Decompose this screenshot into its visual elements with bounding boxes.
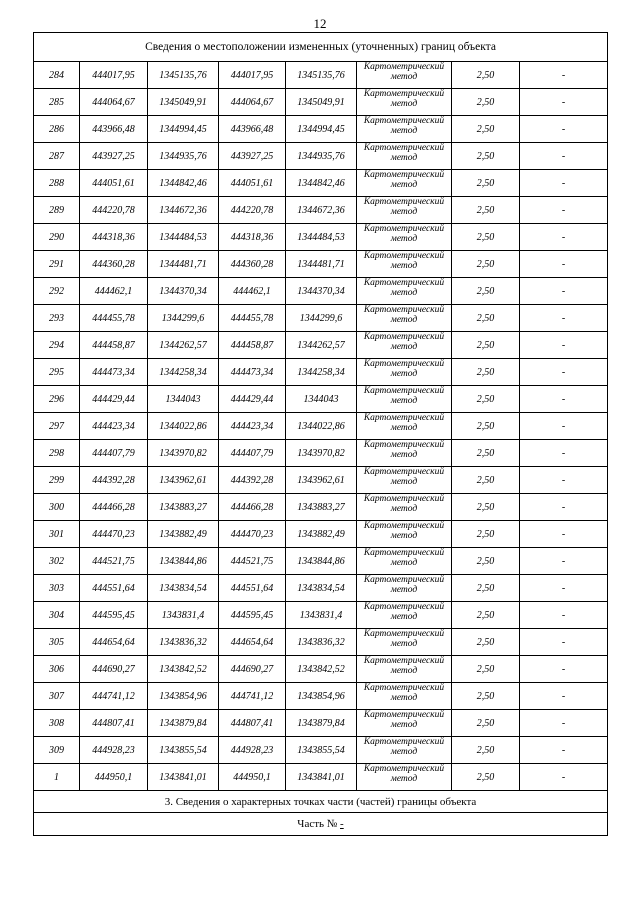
point-number-cell: 305 xyxy=(34,629,80,656)
y-new-cell: 1344672,36 xyxy=(286,197,357,224)
x-new-cell: 444595,45 xyxy=(219,602,286,629)
note-cell: - xyxy=(520,656,608,683)
x-new-cell: 444654,64 xyxy=(219,629,286,656)
table-row xyxy=(34,359,608,386)
part-value: - xyxy=(340,818,344,830)
method-cell: Картометрический метод xyxy=(357,386,452,413)
x-existing-cell: 444950,1 xyxy=(80,764,148,791)
part-cell xyxy=(34,813,608,836)
note-cell: - xyxy=(520,359,608,386)
table-row xyxy=(34,413,608,440)
accuracy-cell: 2,50 xyxy=(452,143,520,170)
y-existing-cell: 1344994,45 xyxy=(148,116,219,143)
accuracy-cell: 2,50 xyxy=(452,305,520,332)
method-cell: Картометрический метод xyxy=(357,62,452,89)
accuracy-cell: 2,50 xyxy=(452,710,520,737)
table-row xyxy=(34,305,608,332)
x-existing-cell: 444429,44 xyxy=(80,386,148,413)
table-row xyxy=(34,521,608,548)
note-cell: - xyxy=(520,278,608,305)
accuracy-cell: 2,50 xyxy=(452,629,520,656)
note-cell: - xyxy=(520,170,608,197)
table-row xyxy=(34,197,608,224)
point-number-cell: 292 xyxy=(34,278,80,305)
y-existing-cell: 1343842,52 xyxy=(148,656,219,683)
point-number-cell: 307 xyxy=(34,683,80,710)
page-number: 12 xyxy=(313,16,327,31)
table-row xyxy=(34,575,608,602)
point-number-cell: 290 xyxy=(34,224,80,251)
method-cell: Картометрический метод xyxy=(357,170,452,197)
accuracy-cell: 2,50 xyxy=(452,413,520,440)
note-cell: - xyxy=(520,575,608,602)
x-existing-cell: 444551,64 xyxy=(80,575,148,602)
x-existing-cell: 444064,67 xyxy=(80,89,148,116)
y-existing-cell: 1344370,34 xyxy=(148,278,219,305)
point-number-cell: 293 xyxy=(34,305,80,332)
x-new-cell: 444429,44 xyxy=(219,386,286,413)
method-cell: Картометрический метод xyxy=(357,683,452,710)
x-new-cell: 444473,34 xyxy=(219,359,286,386)
note-cell: - xyxy=(520,251,608,278)
y-existing-cell: 1344484,53 xyxy=(148,224,219,251)
accuracy-cell: 2,50 xyxy=(452,602,520,629)
point-number-cell: 287 xyxy=(34,143,80,170)
table-row xyxy=(34,494,608,521)
table-row xyxy=(34,764,608,791)
accuracy-cell: 2,50 xyxy=(452,170,520,197)
x-existing-cell: 444458,87 xyxy=(80,332,148,359)
method-cell: Картометрический метод xyxy=(357,224,452,251)
x-existing-cell: 444595,45 xyxy=(80,602,148,629)
method-cell: Картометрический метод xyxy=(357,89,452,116)
x-new-cell: 443966,48 xyxy=(219,116,286,143)
point-number-cell: 298 xyxy=(34,440,80,467)
method-cell: Картометрический метод xyxy=(357,548,452,575)
point-number-cell: 304 xyxy=(34,602,80,629)
method-cell: Картометрический метод xyxy=(357,413,452,440)
y-new-cell: 1343882,49 xyxy=(286,521,357,548)
table-row xyxy=(34,683,608,710)
y-new-cell: 1344935,76 xyxy=(286,143,357,170)
point-number-cell: 285 xyxy=(34,89,80,116)
point-number-cell: 295 xyxy=(34,359,80,386)
x-new-cell: 444807,41 xyxy=(219,710,286,737)
part-row xyxy=(34,813,608,836)
y-existing-cell: 1345135,76 xyxy=(148,62,219,89)
x-new-cell: 444690,27 xyxy=(219,656,286,683)
x-new-cell: 444455,78 xyxy=(219,305,286,332)
y-new-cell: 1343970,82 xyxy=(286,440,357,467)
y-new-cell: 1343855,54 xyxy=(286,737,357,764)
y-existing-cell: 1344935,76 xyxy=(148,143,219,170)
point-number-cell: 296 xyxy=(34,386,80,413)
y-new-cell: 1344299,6 xyxy=(286,305,357,332)
method-cell: Картометрический метод xyxy=(357,467,452,494)
y-new-cell: 1343962,61 xyxy=(286,467,357,494)
table-row xyxy=(34,386,608,413)
note-cell: - xyxy=(520,764,608,791)
y-new-cell: 1343854,96 xyxy=(286,683,357,710)
accuracy-cell: 2,50 xyxy=(452,521,520,548)
x-new-cell: 444458,87 xyxy=(219,332,286,359)
method-cell: Картометрический метод xyxy=(357,764,452,791)
y-new-cell: 1343834,54 xyxy=(286,575,357,602)
note-cell: - xyxy=(520,548,608,575)
x-new-cell: 444466,28 xyxy=(219,494,286,521)
y-new-cell: 1344258,34 xyxy=(286,359,357,386)
y-new-cell: 1343844,86 xyxy=(286,548,357,575)
x-new-cell: 444318,36 xyxy=(219,224,286,251)
y-new-cell: 1344994,45 xyxy=(286,116,357,143)
y-new-cell: 1344043 xyxy=(286,386,357,413)
x-existing-cell: 444470,23 xyxy=(80,521,148,548)
accuracy-cell: 2,50 xyxy=(452,62,520,89)
table-row xyxy=(34,440,608,467)
table-row xyxy=(34,89,608,116)
method-cell: Картометрический метод xyxy=(357,440,452,467)
point-number-cell: 306 xyxy=(34,656,80,683)
method-cell: Картометрический метод xyxy=(357,278,452,305)
table-header: Сведения о местоположении измененных (уточненных) границ объекта xyxy=(34,33,608,62)
y-new-cell: 1344022,86 xyxy=(286,413,357,440)
note-cell: - xyxy=(520,62,608,89)
note-cell: - xyxy=(520,440,608,467)
section3-row xyxy=(34,791,608,813)
y-new-cell: 1345135,76 xyxy=(286,62,357,89)
accuracy-cell: 2,50 xyxy=(452,332,520,359)
y-new-cell: 1344262,57 xyxy=(286,332,357,359)
x-new-cell: 444423,34 xyxy=(219,413,286,440)
point-number-cell: 294 xyxy=(34,332,80,359)
note-cell: - xyxy=(520,89,608,116)
table-row xyxy=(34,143,608,170)
method-cell: Картометрический метод xyxy=(357,656,452,683)
accuracy-cell: 2,50 xyxy=(452,683,520,710)
x-existing-cell: 444017,95 xyxy=(80,62,148,89)
x-new-cell: 444470,23 xyxy=(219,521,286,548)
method-cell: Картометрический метод xyxy=(357,197,452,224)
x-existing-cell: 444654,64 xyxy=(80,629,148,656)
table-row xyxy=(34,629,608,656)
table-row xyxy=(34,278,608,305)
y-existing-cell: 1343844,86 xyxy=(148,548,219,575)
y-new-cell: 1343836,32 xyxy=(286,629,357,656)
note-cell: - xyxy=(520,413,608,440)
x-existing-cell: 444928,23 xyxy=(80,737,148,764)
accuracy-cell: 2,50 xyxy=(452,656,520,683)
y-new-cell: 1344481,71 xyxy=(286,251,357,278)
x-existing-cell: 444473,34 xyxy=(80,359,148,386)
boundary-table xyxy=(33,32,608,836)
x-new-cell: 444551,64 xyxy=(219,575,286,602)
point-number-cell: 286 xyxy=(34,116,80,143)
x-existing-cell: 444360,28 xyxy=(80,251,148,278)
accuracy-cell: 2,50 xyxy=(452,467,520,494)
y-existing-cell: 1344672,36 xyxy=(148,197,219,224)
x-new-cell: 443927,25 xyxy=(219,143,286,170)
x-existing-cell: 444423,34 xyxy=(80,413,148,440)
y-existing-cell: 1343834,54 xyxy=(148,575,219,602)
accuracy-cell: 2,50 xyxy=(452,197,520,224)
y-existing-cell: 1343831,4 xyxy=(148,602,219,629)
point-number-cell: 301 xyxy=(34,521,80,548)
note-cell: - xyxy=(520,305,608,332)
point-number-cell: 308 xyxy=(34,710,80,737)
x-existing-cell: 444455,78 xyxy=(80,305,148,332)
accuracy-cell: 2,50 xyxy=(452,386,520,413)
y-existing-cell: 1344481,71 xyxy=(148,251,219,278)
accuracy-cell: 2,50 xyxy=(452,89,520,116)
y-new-cell: 1345049,91 xyxy=(286,89,357,116)
x-new-cell: 444407,79 xyxy=(219,440,286,467)
point-number-cell: 289 xyxy=(34,197,80,224)
point-number-cell: 309 xyxy=(34,737,80,764)
table-row xyxy=(34,602,608,629)
note-cell: - xyxy=(520,116,608,143)
note-cell: - xyxy=(520,710,608,737)
y-new-cell: 1343841,01 xyxy=(286,764,357,791)
x-existing-cell: 444051,61 xyxy=(80,170,148,197)
x-new-cell: 444950,1 xyxy=(219,764,286,791)
y-existing-cell: 1344258,34 xyxy=(148,359,219,386)
x-new-cell: 444220,78 xyxy=(219,197,286,224)
y-existing-cell: 1343836,32 xyxy=(148,629,219,656)
accuracy-cell: 2,50 xyxy=(452,224,520,251)
note-cell: - xyxy=(520,467,608,494)
y-existing-cell: 1344299,6 xyxy=(148,305,219,332)
x-existing-cell: 443927,25 xyxy=(80,143,148,170)
table-row xyxy=(34,656,608,683)
x-new-cell: 444521,75 xyxy=(219,548,286,575)
x-new-cell: 444928,23 xyxy=(219,737,286,764)
y-existing-cell: 1344262,57 xyxy=(148,332,219,359)
y-new-cell: 1343883,27 xyxy=(286,494,357,521)
y-new-cell: 1344370,34 xyxy=(286,278,357,305)
method-cell: Картометрический метод xyxy=(357,710,452,737)
y-existing-cell: 1344043 xyxy=(148,386,219,413)
point-number-cell: 1 xyxy=(34,764,80,791)
note-cell: - xyxy=(520,386,608,413)
accuracy-cell: 2,50 xyxy=(452,575,520,602)
y-existing-cell: 1343854,96 xyxy=(148,683,219,710)
accuracy-cell: 2,50 xyxy=(452,737,520,764)
accuracy-cell: 2,50 xyxy=(452,764,520,791)
table-row xyxy=(34,332,608,359)
note-cell: - xyxy=(520,224,608,251)
table-row xyxy=(34,62,608,89)
x-new-cell: 444360,28 xyxy=(219,251,286,278)
x-existing-cell: 443966,48 xyxy=(80,116,148,143)
y-existing-cell: 1343855,54 xyxy=(148,737,219,764)
point-number-cell: 303 xyxy=(34,575,80,602)
table-row xyxy=(34,737,608,764)
accuracy-cell: 2,50 xyxy=(452,251,520,278)
method-cell: Картометрический метод xyxy=(357,116,452,143)
method-cell: Картометрический метод xyxy=(357,602,452,629)
x-existing-cell: 444741,12 xyxy=(80,683,148,710)
method-cell: Картометрический метод xyxy=(357,332,452,359)
y-existing-cell: 1343879,84 xyxy=(148,710,219,737)
accuracy-cell: 2,50 xyxy=(452,359,520,386)
y-existing-cell: 1344022,86 xyxy=(148,413,219,440)
method-cell: Картометрический метод xyxy=(357,251,452,278)
table-header-row xyxy=(34,33,608,62)
table-row xyxy=(34,224,608,251)
table-row xyxy=(34,170,608,197)
y-new-cell: 1343831,4 xyxy=(286,602,357,629)
section3-title: 3. Сведения о характерных точках части (частей) границы объекта xyxy=(34,791,608,813)
x-existing-cell: 444392,28 xyxy=(80,467,148,494)
table-row xyxy=(34,548,608,575)
x-new-cell: 444064,67 xyxy=(219,89,286,116)
table-row xyxy=(34,467,608,494)
y-new-cell: 1344484,53 xyxy=(286,224,357,251)
accuracy-cell: 2,50 xyxy=(452,548,520,575)
point-number-cell: 300 xyxy=(34,494,80,521)
y-existing-cell: 1343841,01 xyxy=(148,764,219,791)
method-cell: Картометрический метод xyxy=(357,521,452,548)
x-existing-cell: 444690,27 xyxy=(80,656,148,683)
x-new-cell: 444017,95 xyxy=(219,62,286,89)
x-new-cell: 444741,12 xyxy=(219,683,286,710)
x-existing-cell: 444318,36 xyxy=(80,224,148,251)
accuracy-cell: 2,50 xyxy=(452,494,520,521)
method-cell: Картометрический метод xyxy=(357,575,452,602)
note-cell: - xyxy=(520,629,608,656)
x-existing-cell: 444407,79 xyxy=(80,440,148,467)
point-number-cell: 302 xyxy=(34,548,80,575)
y-existing-cell: 1343883,27 xyxy=(148,494,219,521)
y-existing-cell: 1345049,91 xyxy=(148,89,219,116)
method-cell: Картометрический метод xyxy=(357,494,452,521)
x-new-cell: 444051,61 xyxy=(219,170,286,197)
point-number-cell: 291 xyxy=(34,251,80,278)
y-existing-cell: 1344842,46 xyxy=(148,170,219,197)
part-label: Часть № xyxy=(297,818,338,830)
x-existing-cell: 444807,41 xyxy=(80,710,148,737)
x-existing-cell: 444466,28 xyxy=(80,494,148,521)
note-cell: - xyxy=(520,521,608,548)
y-new-cell: 1343879,84 xyxy=(286,710,357,737)
note-cell: - xyxy=(520,197,608,224)
point-number-cell: 288 xyxy=(34,170,80,197)
table-row xyxy=(34,710,608,737)
y-existing-cell: 1343882,49 xyxy=(148,521,219,548)
y-existing-cell: 1343970,82 xyxy=(148,440,219,467)
y-new-cell: 1343842,52 xyxy=(286,656,357,683)
x-existing-cell: 444462,1 xyxy=(80,278,148,305)
note-cell: - xyxy=(520,143,608,170)
note-cell: - xyxy=(520,737,608,764)
method-cell: Картометрический метод xyxy=(357,629,452,656)
accuracy-cell: 2,50 xyxy=(452,440,520,467)
x-existing-cell: 444521,75 xyxy=(80,548,148,575)
point-number-cell: 297 xyxy=(34,413,80,440)
note-cell: - xyxy=(520,494,608,521)
note-cell: - xyxy=(520,683,608,710)
x-existing-cell: 444220,78 xyxy=(80,197,148,224)
note-cell: - xyxy=(520,332,608,359)
table-row xyxy=(34,251,608,278)
note-cell: - xyxy=(520,602,608,629)
x-new-cell: 444392,28 xyxy=(219,467,286,494)
method-cell: Картометрический метод xyxy=(357,143,452,170)
method-cell: Картометрический метод xyxy=(357,305,452,332)
accuracy-cell: 2,50 xyxy=(452,116,520,143)
x-new-cell: 444462,1 xyxy=(219,278,286,305)
point-number-cell: 284 xyxy=(34,62,80,89)
table-row xyxy=(34,116,608,143)
accuracy-cell: 2,50 xyxy=(452,278,520,305)
y-new-cell: 1344842,46 xyxy=(286,170,357,197)
method-cell: Картометрический метод xyxy=(357,359,452,386)
y-existing-cell: 1343962,61 xyxy=(148,467,219,494)
method-cell: Картометрический метод xyxy=(357,737,452,764)
point-number-cell: 299 xyxy=(34,467,80,494)
